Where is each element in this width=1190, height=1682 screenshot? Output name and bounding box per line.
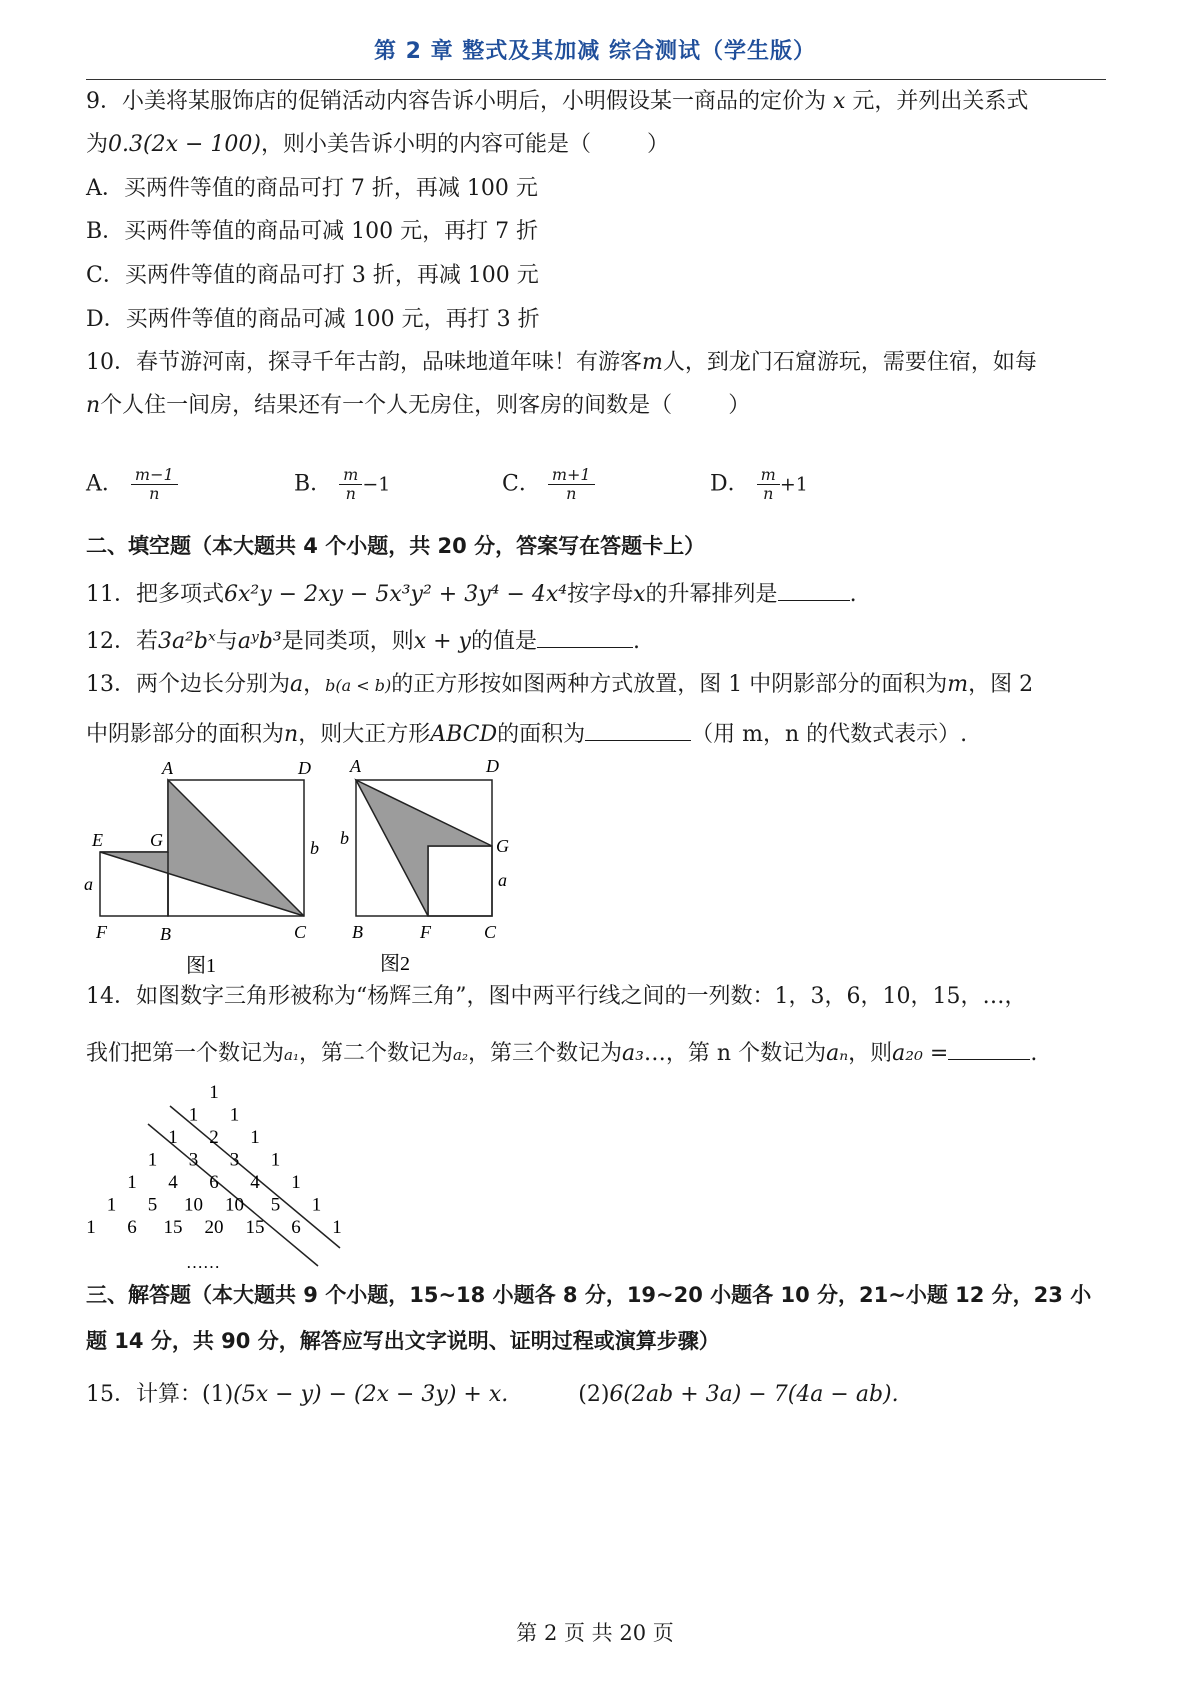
q9-option-a[interactable]: A．买两件等值的商品可打 7 折，再减 100 元 <box>86 176 538 201</box>
q13-text-4: 中阴影部分的面积为 <box>86 722 285 747</box>
q14-text-3: ，第三个数记为 <box>467 1041 622 1066</box>
q11-period: . <box>849 582 857 607</box>
figure-2 <box>340 756 509 975</box>
fig1-shaded-region <box>100 780 304 916</box>
triangle-number-r5-c0: 1 <box>106 1194 117 1216</box>
q9-text-2: 元，并列出关系式 <box>852 89 1029 114</box>
q10-close-paren: ） <box>728 393 751 418</box>
q11-var-x: x <box>633 582 646 607</box>
triangle-number-r3-c3: 1 <box>270 1149 281 1171</box>
q15-expression-2: 6(2ab + 3a) − 7(4a − ab). <box>609 1382 899 1407</box>
q13-text-2: 的正方形按如图两种方式放置，图 1 中阴影部分的面积为 <box>391 672 948 697</box>
q10-option-b-denominator: n <box>345 484 356 503</box>
q12-period: . <box>632 629 640 654</box>
q10-option-a-label: A． <box>86 471 124 497</box>
q14-an: aₙ <box>826 1041 849 1066</box>
q10-text-2: 人，到龙门石窟游玩，需要住宿，如每 <box>662 350 1037 375</box>
fig2-label-b: B <box>352 922 363 942</box>
q14-text-1: 我们把第一个数记为 <box>86 1041 285 1066</box>
q11-line <box>86 578 857 609</box>
q13-var-m: m <box>947 672 969 697</box>
fig1-label-c: C <box>294 922 307 942</box>
q10-option-a[interactable] <box>86 466 178 503</box>
q14-line2 <box>86 1037 1037 1069</box>
triangle-number-r6-c0: 1 <box>86 1217 96 1238</box>
fig2-label-f: F <box>420 922 431 942</box>
q9-close-paren: ） <box>647 132 670 157</box>
q9-line1 <box>86 88 1028 116</box>
q13-comma: ， <box>303 672 326 697</box>
fig2-shaded-region <box>356 780 492 916</box>
q13-text-5: ，则大正方形 <box>298 722 431 747</box>
q9-option-b[interactable]: B．买两件等值的商品可减 100 元，再打 7 折 <box>86 219 539 244</box>
fig2-label-g: G <box>496 836 509 856</box>
triangle-number-r4-c1: 4 <box>168 1172 178 1193</box>
triangle-number-r4-c3: 4 <box>250 1172 260 1193</box>
q14-a3: a₃ <box>621 1041 644 1066</box>
triangle-number-r2-c2: 1 <box>250 1127 260 1148</box>
triangle-number-r5-c4: 5 <box>270 1194 281 1216</box>
q13-b-expression: b(a < b) <box>325 676 392 695</box>
fig1-label-a-side: a <box>84 874 93 894</box>
q10-line1 <box>86 349 1037 377</box>
q10-option-d-denominator: n <box>763 484 774 503</box>
q10-option-d-numerator: m <box>757 466 780 485</box>
q10-option-d-tail: +1 <box>779 473 808 496</box>
q13-figures <box>80 756 520 976</box>
q14-a20: a₂₀ = <box>892 1041 949 1066</box>
header-rule <box>86 79 1106 80</box>
triangle-number-r0-c0: 1 <box>209 1082 219 1103</box>
fig2-label-a: A <box>350 756 361 776</box>
page-header-title: 第 2 章 整式及其加减 综合测试（学生版） <box>374 39 816 64</box>
triangle-number-r3-c0: 1 <box>147 1149 158 1171</box>
q14-line1: 14．如图数字三角形被称为“杨辉三角”，图中两平行线之间的一列数：1，3，6，10，15，…， <box>86 984 1027 1009</box>
q9-text-1: 9．小美将某服饰店的促销活动内容告诉小明后，小明假设某一商品的定价为 <box>86 89 826 114</box>
fig1-label-f: F <box>96 922 107 942</box>
q10-var-n: n <box>86 393 101 418</box>
q14-text-2: ，第二个数记为 <box>298 1041 453 1066</box>
q13-square-abcd: ABCD <box>430 722 498 747</box>
q12-text-4: 的值是 <box>470 629 537 654</box>
q9-text-3: 为 <box>86 132 109 157</box>
fig2-caption: 图2 <box>380 953 410 975</box>
q11-text-3: 的升幂排列是 <box>645 582 778 607</box>
triangle-number-r4-c2: 6 <box>209 1172 219 1193</box>
q13-var-n: n <box>284 722 299 747</box>
q10-text-1: 10．春节游河南，探寻千年古韵，品味地道年味！有游客 <box>86 350 642 375</box>
q10-option-a-numerator: m−1 <box>131 466 178 485</box>
q10-option-b-fraction <box>339 466 362 503</box>
section2-title: 二、填空题（本大题共 4 个小题，共 20 分，答案写在答题卡上） <box>86 534 706 558</box>
triangle-number-r3-c1: 3 <box>188 1149 199 1171</box>
triangle-number-r6-c5: 6 <box>291 1217 301 1238</box>
q13-text-6: 的面积为 <box>497 722 586 747</box>
q12-answer-blank[interactable] <box>537 625 633 648</box>
q14-period: . <box>1030 1041 1038 1066</box>
triangle-number-r1-c0: 1 <box>188 1104 199 1126</box>
q13-line2 <box>86 718 967 749</box>
q14-a2: a₂ <box>453 1046 468 1064</box>
fig1-label-g: G <box>150 830 163 850</box>
q13-answer-blank[interactable] <box>585 718 691 741</box>
triangle-number-r5-c1: 5 <box>147 1194 158 1216</box>
q14-text-4: …，第 n 个数记为 <box>643 1041 827 1066</box>
fig2-label-d: D <box>486 756 499 776</box>
triangle-number-r5-c2: 10 <box>184 1194 203 1216</box>
triangle-number-r2-c1: 2 <box>209 1127 219 1148</box>
triangle-number-r4-c4: 1 <box>291 1172 301 1193</box>
q10-option-c-label: C． <box>502 471 541 497</box>
triangle-number-r6-c6: 1 <box>332 1217 342 1238</box>
section3-title-line1: 三、解答题（本大题共 9 个小题，15~18 小题各 8 分，19~20 小题各 10 分，21~小题 12 分，23 小 <box>86 1283 1092 1307</box>
triangle-number-r6-c2: 15 <box>163 1217 183 1238</box>
q13-line1 <box>86 671 1033 700</box>
fig1-label-b-side: b <box>310 838 319 858</box>
triangle-number-r6-c4: 15 <box>245 1217 265 1238</box>
section3-title-line2: 题 14 分，共 90 分，解答应写出文字说明、证明过程或演算步骤） <box>86 1329 720 1353</box>
q9-option-d[interactable]: D．买两件等值的商品可减 100 元，再打 3 折 <box>86 307 540 332</box>
fig2-label-b-side: b <box>340 828 349 848</box>
q14-a1: a₁ <box>284 1046 299 1064</box>
q14-answer-blank[interactable] <box>948 1037 1030 1060</box>
q15-text-1: 15．计算：(1) <box>86 1382 234 1407</box>
q10-option-b-tail: −1 <box>362 473 391 496</box>
q10-option-c-denominator: n <box>566 484 577 503</box>
q13-text-7: （用 m，n 的代数式表示）. <box>691 722 968 747</box>
triangle-number-r4-c0: 1 <box>127 1172 137 1193</box>
triangle-ellipsis: …… <box>186 1253 220 1272</box>
q11-answer-blank[interactable] <box>778 578 850 601</box>
q15-line <box>86 1381 899 1409</box>
fig2-label-c: C <box>484 922 497 942</box>
fig2-label-a-side: a <box>498 870 507 890</box>
q10-var-m: m <box>642 350 663 375</box>
q15-expression-1: (5x − y) − (2x − 3y) + x. <box>233 1382 509 1407</box>
q13-text-1: 13．两个边长分别为 <box>86 672 290 697</box>
fig2-small-square <box>428 846 492 916</box>
q11-text-2: 按字母 <box>567 582 634 607</box>
q11-text-1: 11．把多项式 <box>86 582 224 607</box>
q10-option-a-denominator: n <box>149 484 160 503</box>
q10-option-d-fraction <box>757 466 780 503</box>
q9-line2 <box>86 131 669 159</box>
q11-polynomial: 6x²y − 2xy − 5x³y² + 3y⁴ − 4x⁴ <box>224 582 568 607</box>
triangle-number-r6-c3: 20 <box>204 1217 224 1238</box>
q13-var-a: a <box>290 672 304 697</box>
q9-expression: 0.3(2x − 100) <box>108 132 261 157</box>
q12-term-1: 3a²bˣ <box>158 629 216 654</box>
q12-text-2: 与 <box>215 629 238 654</box>
q10-option-c-fraction <box>548 466 595 503</box>
fig1-label-e: E <box>92 830 103 850</box>
triangle-number-r3-c2: 3 <box>229 1149 240 1171</box>
q12-term-2: aʸb³ <box>237 629 282 654</box>
q12-text-3: 是同类项，则 <box>281 629 414 654</box>
figure-1 <box>84 758 319 976</box>
q10-option-a-fraction <box>131 466 178 503</box>
q10-option-c[interactable] <box>502 466 595 503</box>
page-footer: 第 2 页 共 20 页 <box>516 1621 674 1645</box>
fig1-label-a: A <box>162 758 173 778</box>
q10-line2 <box>86 392 750 420</box>
q9-text-4: ，则小美告诉小明的内容可能是（ <box>260 132 591 157</box>
triangle-number-r6-c1: 6 <box>127 1217 137 1238</box>
triangle-number-r2-c0: 1 <box>168 1127 178 1148</box>
q9-option-c[interactable]: C．买两件等值的商品可打 3 折，再减 100 元 <box>86 263 539 288</box>
q10-option-d-label: D． <box>710 471 750 497</box>
triangle-number-r1-c1: 1 <box>229 1104 240 1126</box>
q10-option-c-numerator: m+1 <box>548 466 595 485</box>
q12-sum-expr: x + y <box>413 629 471 654</box>
yanghui-triangle <box>78 1082 378 1272</box>
q13-text-3: ，图 2 <box>968 672 1034 697</box>
q14-text-5: ，则 <box>848 1041 893 1066</box>
fig1-caption: 图1 <box>186 955 216 976</box>
q10-option-d[interactable] <box>710 466 808 503</box>
q10-option-b[interactable] <box>294 466 390 503</box>
triangle-number-r5-c5: 1 <box>311 1194 322 1216</box>
q15-part2-label: (2) <box>578 1382 610 1407</box>
triangle-number-r5-c3: 10 <box>225 1194 244 1216</box>
q10-option-b-numerator: m <box>339 466 362 485</box>
fig1-label-b: B <box>160 924 171 944</box>
q10-option-b-label: B． <box>294 471 333 497</box>
q10-text-3: 个人住一间房，结果还有一个人无房住，则客房的间数是（ <box>100 393 673 418</box>
q12-line <box>86 625 640 656</box>
fig1-label-d: D <box>298 758 311 778</box>
q12-text-1: 12．若 <box>86 629 158 654</box>
q9-var-x: x <box>833 89 846 114</box>
